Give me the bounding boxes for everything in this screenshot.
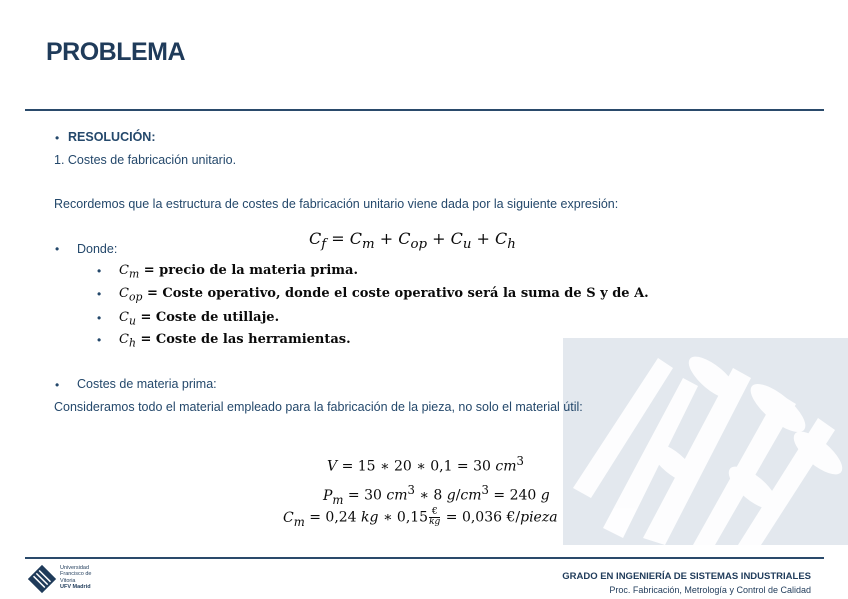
mass-equation: $P_m = 30$ $cm^3$ ∗ 8 $g/cm^3 = 240$ g [323,483,550,507]
footer-course: Proc. Fabricación, Metrología y Control de Calidad [609,585,811,595]
background-watermark [563,338,848,545]
bullet-icon: • [55,131,60,145]
bullet-icon: • [97,287,102,301]
title-divider [25,109,824,111]
def-cu: $C_u$ = Coste de utillaje. [119,310,280,328]
materia-text: Consideramos todo el material empleado para la fabricación de la pieza, no solo el material útil: [54,400,583,414]
resolucion-heading: RESOLUCIÓN: [68,130,156,144]
footer-divider [25,557,824,559]
step-1-text: 1. Costes de fabricación unitario. [54,153,237,167]
volume-equation: V = 15 ∗ 20 ∗ 0,1 = 30 $cm^3$ [327,454,524,475]
bullet-icon: • [55,242,60,256]
def-ch: $C_h$ = Coste de las herramientas. [119,332,351,350]
intro-text: Recordemos que la estructura de costes de fabricación unitario viene dada por la siguiente expresión: [54,197,619,211]
bullet-icon: • [97,311,102,325]
main-cost-equation: $C_f = C_m + C_{op} + C_u + C_h$ [309,229,516,253]
materia-label: Costes de materia prima: [77,377,217,391]
def-cm: $C_m$ = precio de la materia prima. [119,263,358,281]
material-cost-equation: $C_m = 0,24$ kg ∗ 0,15 $\frac{€}{kg}$ = 0,036 €/pieza [283,507,558,529]
bullet-icon: • [55,378,60,392]
page-title: PROBLEMA [46,38,186,66]
logo-text: Universidad Francisco de Vitoria UFV Madrid [60,565,92,590]
def-cop: $C_{op}$ = Coste operativo, donde el coste operativo será la suma de S y de A. [119,286,649,304]
bullet-icon: • [97,333,102,347]
bullet-icon: • [97,264,102,278]
donde-label: Donde: [77,242,118,256]
footer-degree: GRADO EN INGENIERÍA DE SISTEMAS INDUSTRIALES [562,571,811,582]
